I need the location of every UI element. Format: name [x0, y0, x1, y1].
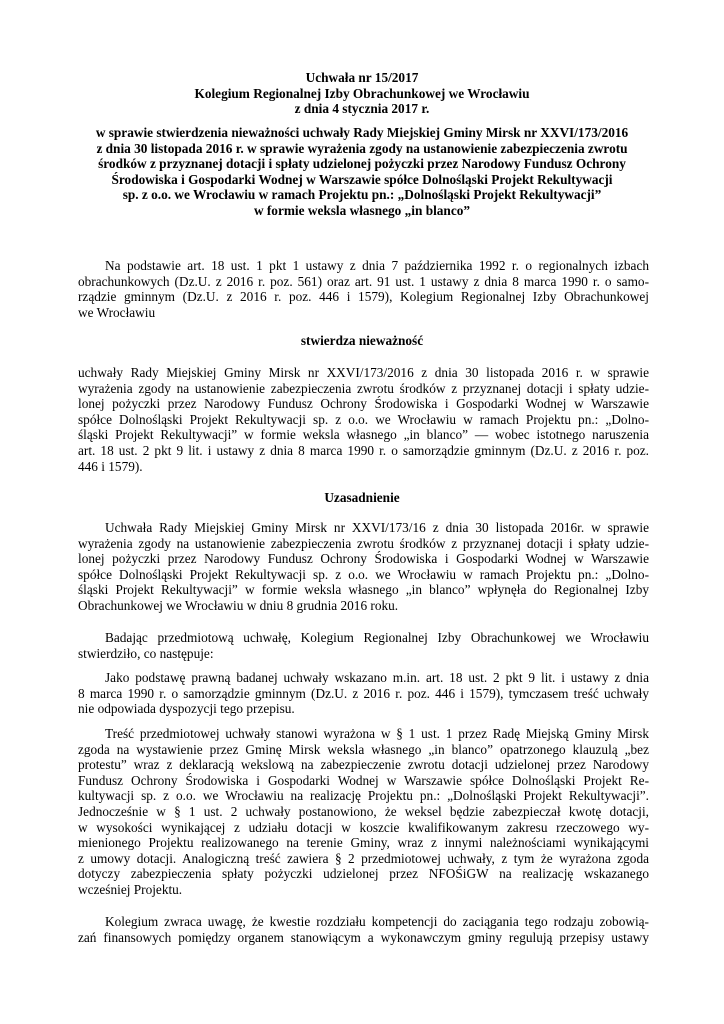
- text-line: wyrażenia zgody na ustanowienie zabezpieczenia zwrotu środków z przyznanej dotacji i spłaty udzie-: [78, 380, 649, 396]
- subject-line: sp. z o.o. we Wrocławiu w ramach Projektu pn.: „Dolnośląski Projekt Rekultywacji”: [122, 187, 602, 203]
- decision-paragraph: [78, 365, 649, 474]
- justification-heading: Uzasadnienie: [324, 490, 400, 505]
- text-line: lonej pożyczki przez Narodowy Fundusz Ochrony Środowiska i Gospodarki Wodnej w Warszawie: [78, 396, 649, 412]
- resolution-header: [0, 70, 724, 117]
- text-line: Jako podstawę prawną badanej uchwały wskazano m.in. art. 18 ust. 2 pkt 9 lit. i ustawy z dnia: [105, 670, 649, 685]
- text-line: rządzie gminnym (Dz.U. z 2016 r. poz. 446 i 1579), Kolegium Regionalnej Izby Obrachunkowej: [78, 289, 649, 305]
- text-line: we Wrocławiu: [78, 304, 156, 320]
- text-line: wcześniej Projektu.: [78, 881, 183, 897]
- text-line: Kolegium zwraca uwagę, że kwestie rozdziału kompetencji do zaciągania tego rodzaju zobowią-: [105, 914, 649, 929]
- text-line: wyrażenia zgody na ustanowienie zabezpieczenia zwrotu środków z przyznanej dotacji i spłaty udzie-: [78, 535, 649, 551]
- text-line: 446 i 1579).: [78, 458, 143, 474]
- text-line: Treść przedmiotowej uchwały stanowi wyrażona w § 1 ust. 1 przez Radę Miejską Gminy Mirsk: [105, 726, 649, 741]
- subject-line: Środowiska i Gospodarki Wodnej w Warszawie spółce Dolnośląski Projekt Rekultywacji: [111, 171, 613, 187]
- text-line: Jednocześnie w § 1 ust. 2 uchwały postanowiono, że weksel będzie zabezpieczał kwotę dotacji,: [78, 803, 649, 819]
- text-line: Badając przedmiotową uchwałę, Kolegium Regionalnej Izby Obrachunkowej we Wrocławiu: [105, 630, 649, 645]
- text-line: Obrachunkowej we Wrocławiu w dniu 8 grudnia 2016 roku.: [78, 597, 399, 613]
- text-line: w wysokości wynikającej z udziału dotacji w koszcie kwalifikowanym zakresu rzeczowego wy-: [78, 819, 649, 835]
- text-line: obrachunkowych (Dz.U. z 2016 r. poz. 561) oraz art. 91 ust. 1 ustawy z dnia 8 marca 1990 r. o samo-: [78, 273, 649, 289]
- text-line: Uchwała Rady Miejskiej Gminy Mirsk nr XXVI/173/16 z dnia 30 listopada 2016r. w sprawie: [105, 520, 649, 535]
- subject-line: środków z przyznanej dotacji i spłaty udzielonej pożyczki przez Narodowy Fundusz Ochrony: [98, 156, 626, 172]
- text-line: Fundusz Ochrony Środowiska i Gospodarki Wodnej w Warszawie spółce Dolnośląski Projekt Re-: [78, 772, 649, 788]
- text-line: zgoda na wystawienie przez Gminę Mirsk weksla własnego „in blanco” opatrzonego klauzulą „bez: [78, 741, 649, 757]
- subject-line: w sprawie stwierdzenia nieważności uchwały Rady Miejskiej Gminy Mirsk nr XXVI/173/2016: [95, 125, 629, 140]
- subject-line: z dnia 30 listopada 2016 r. w sprawie wyrażenia zgody na ustanowienie zabezpieczenia zwrotu: [96, 140, 628, 156]
- text-line: lonej pożyczki przez Narodowy Fundusz Ochrony Środowiska i Gospodarki Wodnej w Warszawie: [78, 551, 649, 567]
- text-line: nie odpowiada dyspozycji tego przepisu.: [78, 701, 295, 717]
- justification-paragraph-3: [78, 670, 649, 717]
- subject-line: w formie weksla własnego „in blanco”: [253, 202, 471, 218]
- justification-paragraph-1: [78, 520, 649, 614]
- text-line: dotyczy zabezpieczenia spłaty pożyczki udzielonej przez NFOŚiGW na realizację wskazanego: [78, 866, 649, 882]
- text-line: spółce Dolnośląski Projekt Rekultywacji sp. z o.o. we Wrocławiu w ramach Projektu pn.: „Dolno-: [78, 566, 649, 582]
- text-line: stwierdziło, co następuje:: [78, 645, 214, 661]
- text-line: śląski Projekt Rekultywacji” w formie weksla własnego „in blanco” wpłynęła do Regionalnej Izby: [78, 582, 649, 598]
- text-line: mienionego Projektu realizowanego na terenie Gminy, wraz z innymi należnościami wynikającymi: [78, 835, 649, 851]
- text-line: spółce Dolnośląski Projekt Rekultywacji sp. z o.o. we Wrocławiu w ramach Projektu pn.: „Dolno-: [78, 411, 649, 427]
- justification-paragraph-4: [78, 726, 649, 898]
- text-line: uchwały Rady Miejskiej Gminy Mirsk nr XXVI/173/2016 z dnia 30 listopada 2016 r. w sprawie: [78, 365, 649, 380]
- resolution-subject: [60, 125, 664, 219]
- resolution-date: z dnia 4 stycznia 2017 r.: [294, 101, 430, 116]
- text-line: kultywacji sp. z o.o. we Wrocławiu na realizację Projektu pn.: „Dolnośląski Projekt Rekultywacji”.: [78, 788, 649, 804]
- text-line: z umowy dotacji. Analogiczną treść zawiera § 2 przedmiotowej uchwały, z tym że wyrażona zgoda: [78, 850, 649, 866]
- justification-paragraph-2: [78, 630, 649, 661]
- text-line: Na podstawie art. 18 ust. 1 pkt 1 ustawy z dnia 7 października 1992 r. o regionalnych izbach: [105, 258, 649, 273]
- justification-paragraph-5: [78, 914, 649, 945]
- text-line: 8 marca 1990 r. o samorządzie gminnym (Dz.U. z 2016 r. poz. 446 i 1579), tymczasem treść uchwały: [78, 685, 649, 701]
- decision-heading: stwierdza nieważność: [300, 333, 424, 348]
- text-line: protestu” wraz z deklaracją wekslową na zabezpieczenie zwrotu dotacji udzielonej przez Narodowy: [78, 757, 649, 773]
- resolution-number: Uchwała nr 15/2017: [305, 70, 419, 85]
- text-line: art. 18 ust. 2 pkt 9 lit. i ustawy z dnia 8 marca 1990 r. o samorządzie gminnym (Dz.U. z 2016 r. poz.: [78, 442, 649, 458]
- issuing-body: Kolegium Regionalnej Izby Obrachunkowej we Wrocławiu: [194, 85, 530, 101]
- text-line: zań finansowych pomiędzy organem stanowiącym a wykonawczym gminy regulują przepisy ustawy: [78, 929, 649, 945]
- legal-basis-paragraph: [78, 258, 649, 320]
- text-line: śląski Projekt Rekultywacji” w formie weksla własnego „in blanco” — wobec istotnego naruszenia: [78, 427, 649, 443]
